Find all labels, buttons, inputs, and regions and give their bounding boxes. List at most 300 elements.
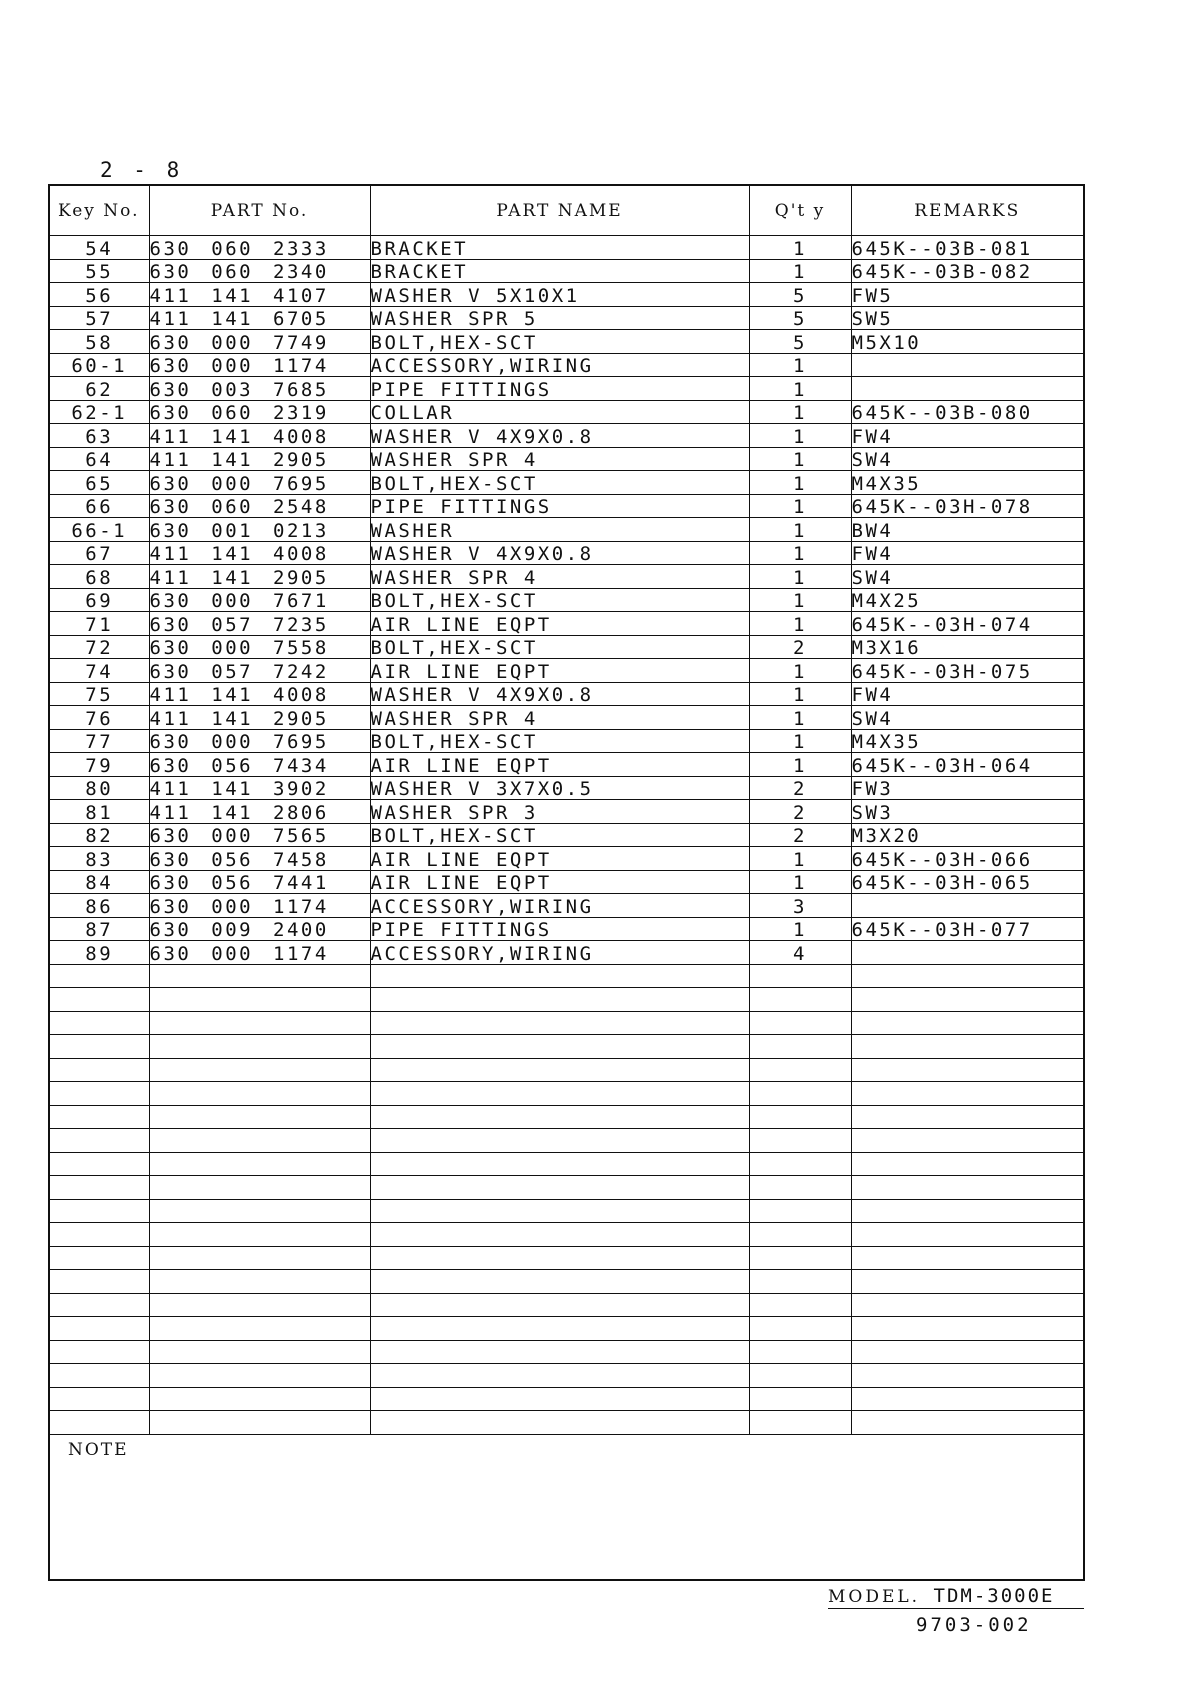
table-row: [50, 494, 1083, 518]
part-no-cell: 630 060 2548: [149, 494, 370, 518]
qty-cell: 5: [749, 330, 851, 354]
key-no-cell: 82: [50, 823, 149, 847]
table-row: [50, 1129, 1083, 1153]
part-name-cell: [370, 1058, 749, 1082]
part-name-cell: [370, 1152, 749, 1176]
qty-cell: 1: [749, 518, 851, 542]
part-name-cell: AIR LINE EQPT: [370, 753, 749, 777]
remarks-cell: [851, 1223, 1083, 1247]
model-prefix: MODEL.: [828, 1587, 921, 1607]
remarks-cell: [851, 1129, 1083, 1153]
table-row: [50, 870, 1083, 894]
remarks-cell: 645K--03B-082: [851, 259, 1083, 283]
remarks-cell: 645K--03B-080: [851, 400, 1083, 424]
part-name-cell: ACCESSORY,WIRING: [370, 894, 749, 918]
remarks-cell: 645K--03H-066: [851, 847, 1083, 871]
key-no-cell: [50, 964, 149, 988]
remarks-cell: [851, 1293, 1083, 1317]
key-no-cell: 62-1: [50, 400, 149, 424]
remarks-cell: [851, 1058, 1083, 1082]
model-name: TDM-3000E: [933, 1585, 1055, 1607]
key-no-cell: 62: [50, 377, 149, 401]
remarks-cell: SW4: [851, 447, 1083, 471]
key-no-cell: [50, 1129, 149, 1153]
part-name-cell: [370, 1129, 749, 1153]
part-name-cell: [370, 1364, 749, 1388]
qty-cell: [749, 1176, 851, 1200]
table-row: [50, 306, 1083, 330]
qty-cell: [749, 1246, 851, 1270]
qty-cell: 1: [749, 541, 851, 565]
qty-cell: 1: [749, 706, 851, 730]
key-no-cell: 57: [50, 306, 149, 330]
part-name-cell: PIPE FITTINGS: [370, 494, 749, 518]
key-no-cell: 60-1: [50, 353, 149, 377]
table-row: [50, 1293, 1083, 1317]
remarks-cell: 645K--03H-075: [851, 659, 1083, 683]
key-no-cell: 65: [50, 471, 149, 495]
part-name-cell: [370, 1293, 749, 1317]
table-row: [50, 729, 1083, 753]
remarks-cell: FW4: [851, 682, 1083, 706]
qty-cell: 1: [749, 588, 851, 612]
part-no-cell: 411 141 4008: [149, 541, 370, 565]
qty-cell: [749, 1340, 851, 1364]
remarks-cell: [851, 894, 1083, 918]
part-name-cell: WASHER V 5X10X1: [370, 283, 749, 307]
qty-cell: 1: [749, 565, 851, 589]
part-no-cell: [149, 1035, 370, 1059]
qty-cell: 5: [749, 283, 851, 307]
table-row: [50, 400, 1083, 424]
remarks-cell: 645K--03B-081: [851, 236, 1083, 260]
key-no-cell: 80: [50, 776, 149, 800]
part-name-cell: ACCESSORY,WIRING: [370, 941, 749, 965]
remarks-cell: [851, 1340, 1083, 1364]
table-row: [50, 612, 1083, 636]
qty-cell: [749, 1293, 851, 1317]
part-name-cell: [370, 1317, 749, 1341]
key-no-cell: 87: [50, 917, 149, 941]
part-name-cell: BOLT,HEX-SCT: [370, 471, 749, 495]
table-row: [50, 283, 1083, 307]
remarks-cell: M4X35: [851, 729, 1083, 753]
part-no-cell: 630 000 1174: [149, 941, 370, 965]
table-row: [50, 1152, 1083, 1176]
part-no-cell: 630 057 7235: [149, 612, 370, 636]
qty-cell: [749, 1223, 851, 1247]
qty-cell: 1: [749, 447, 851, 471]
part-name-cell: BRACKET: [370, 259, 749, 283]
remarks-cell: FW4: [851, 424, 1083, 448]
part-name-cell: WASHER V 3X7X0.5: [370, 776, 749, 800]
qty-cell: [749, 988, 851, 1012]
qty-cell: [749, 1317, 851, 1341]
remarks-cell: [851, 353, 1083, 377]
part-no-cell: [149, 1317, 370, 1341]
key-no-cell: 66: [50, 494, 149, 518]
remarks-cell: SW4: [851, 565, 1083, 589]
key-no-cell: 75: [50, 682, 149, 706]
part-no-cell: [149, 988, 370, 1012]
qty-cell: [749, 1387, 851, 1411]
qty-cell: 2: [749, 800, 851, 824]
part-name-cell: [370, 1176, 749, 1200]
key-no-cell: 58: [50, 330, 149, 354]
qty-cell: 1: [749, 236, 851, 260]
part-no-cell: 630 057 7242: [149, 659, 370, 683]
part-no-cell: [149, 1058, 370, 1082]
key-no-cell: [50, 1035, 149, 1059]
table-row: [50, 1223, 1083, 1247]
part-name-cell: BOLT,HEX-SCT: [370, 588, 749, 612]
remarks-cell: M4X25: [851, 588, 1083, 612]
part-no-cell: 630 056 7434: [149, 753, 370, 777]
header-key-no: Key No.: [50, 186, 149, 236]
part-no-cell: 630 060 2340: [149, 259, 370, 283]
qty-cell: 2: [749, 635, 851, 659]
part-no-cell: [149, 1411, 370, 1435]
remarks-cell: [851, 1246, 1083, 1270]
table-row: [50, 330, 1083, 354]
remarks-cell: M4X35: [851, 471, 1083, 495]
part-no-cell: 630 056 7458: [149, 847, 370, 871]
key-no-cell: 79: [50, 753, 149, 777]
part-no-cell: 630 001 0213: [149, 518, 370, 542]
qty-cell: 1: [749, 259, 851, 283]
note-label: NOTE: [68, 1440, 129, 1460]
qty-cell: [749, 1129, 851, 1153]
table-row: [50, 236, 1083, 260]
qty-cell: [749, 1011, 851, 1035]
qty-cell: 1: [749, 729, 851, 753]
qty-cell: [749, 1411, 851, 1435]
qty-cell: 2: [749, 823, 851, 847]
remarks-cell: [851, 1270, 1083, 1294]
part-no-cell: [149, 1223, 370, 1247]
part-name-cell: [370, 1011, 749, 1035]
part-name-cell: [370, 1199, 749, 1223]
table-row: [50, 471, 1083, 495]
table-row: [50, 518, 1083, 542]
key-no-cell: 66-1: [50, 518, 149, 542]
part-name-cell: ACCESSORY,WIRING: [370, 353, 749, 377]
remarks-cell: [851, 1082, 1083, 1106]
qty-cell: 1: [749, 870, 851, 894]
qty-cell: 5: [749, 306, 851, 330]
remarks-cell: [851, 1152, 1083, 1176]
part-no-cell: [149, 1129, 370, 1153]
qty-cell: [749, 1364, 851, 1388]
remarks-cell: [851, 988, 1083, 1012]
remarks-cell: [851, 964, 1083, 988]
qty-cell: 1: [749, 659, 851, 683]
key-no-cell: 84: [50, 870, 149, 894]
table-row: [50, 1317, 1083, 1341]
part-no-cell: 630 000 7749: [149, 330, 370, 354]
key-no-cell: [50, 1317, 149, 1341]
qty-cell: 1: [749, 353, 851, 377]
part-name-cell: [370, 1246, 749, 1270]
part-no-cell: [149, 1011, 370, 1035]
key-no-cell: [50, 1176, 149, 1200]
table-row: [50, 1246, 1083, 1270]
table-row: [50, 565, 1083, 589]
part-no-cell: 630 056 7441: [149, 870, 370, 894]
remarks-cell: SW3: [851, 800, 1083, 824]
table-row: [50, 1176, 1083, 1200]
part-no-cell: 630 000 7565: [149, 823, 370, 847]
header-part-no: PART No.: [149, 186, 370, 236]
table-header-row: [50, 186, 1083, 236]
key-no-cell: 69: [50, 588, 149, 612]
table-row: [50, 259, 1083, 283]
part-no-cell: 411 141 2905: [149, 565, 370, 589]
qty-cell: 1: [749, 612, 851, 636]
header-qty: Q't y: [749, 186, 851, 236]
qty-cell: 1: [749, 917, 851, 941]
key-no-cell: [50, 1082, 149, 1106]
part-name-cell: BOLT,HEX-SCT: [370, 823, 749, 847]
part-no-cell: 630 009 2400: [149, 917, 370, 941]
key-no-cell: 64: [50, 447, 149, 471]
part-name-cell: [370, 1223, 749, 1247]
qty-cell: 1: [749, 471, 851, 495]
remarks-cell: M5X10: [851, 330, 1083, 354]
remarks-cell: [851, 941, 1083, 965]
remarks-cell: [851, 1317, 1083, 1341]
key-no-cell: 54: [50, 236, 149, 260]
table-row: [50, 894, 1083, 918]
part-no-cell: 630 000 7695: [149, 471, 370, 495]
key-no-cell: [50, 1387, 149, 1411]
remarks-cell: [851, 1199, 1083, 1223]
qty-cell: [749, 1152, 851, 1176]
remarks-cell: SW4: [851, 706, 1083, 730]
table-row: [50, 377, 1083, 401]
key-no-cell: [50, 1246, 149, 1270]
remarks-cell: BW4: [851, 518, 1083, 542]
part-name-cell: [370, 1340, 749, 1364]
part-no-cell: 411 141 4008: [149, 682, 370, 706]
part-no-cell: [149, 1199, 370, 1223]
qty-cell: 1: [749, 753, 851, 777]
part-name-cell: WASHER SPR 4: [370, 565, 749, 589]
key-no-cell: [50, 988, 149, 1012]
header-remarks: REMARKS: [851, 186, 1083, 236]
part-name-cell: WASHER SPR 3: [370, 800, 749, 824]
part-no-cell: [149, 1082, 370, 1106]
part-name-cell: WASHER SPR 4: [370, 706, 749, 730]
table-row: [50, 1340, 1083, 1364]
table-row: [50, 1199, 1083, 1223]
part-name-cell: [370, 964, 749, 988]
parts-table-body: [50, 236, 1083, 1435]
part-name-cell: WASHER SPR 5: [370, 306, 749, 330]
remarks-cell: [851, 1411, 1083, 1435]
key-no-cell: 89: [50, 941, 149, 965]
table-row: [50, 447, 1083, 471]
key-no-cell: 55: [50, 259, 149, 283]
table-row: [50, 776, 1083, 800]
part-name-cell: PIPE FITTINGS: [370, 917, 749, 941]
qty-cell: [749, 1035, 851, 1059]
part-name-cell: BOLT,HEX-SCT: [370, 635, 749, 659]
part-name-cell: WASHER V 4X9X0.8: [370, 424, 749, 448]
key-no-cell: 77: [50, 729, 149, 753]
table-row: [50, 1411, 1083, 1435]
qty-cell: 1: [749, 847, 851, 871]
remarks-cell: M3X20: [851, 823, 1083, 847]
page-number: 2 - 8: [100, 158, 184, 182]
qty-cell: 4: [749, 941, 851, 965]
table-row: [50, 1035, 1083, 1059]
part-no-cell: [149, 1293, 370, 1317]
part-name-cell: [370, 1105, 749, 1129]
part-name-cell: [370, 1082, 749, 1106]
remarks-cell: 645K--03H-074: [851, 612, 1083, 636]
key-no-cell: 67: [50, 541, 149, 565]
qty-cell: [749, 1105, 851, 1129]
part-name-cell: BOLT,HEX-SCT: [370, 729, 749, 753]
part-no-cell: 411 141 3902: [149, 776, 370, 800]
table-row: [50, 635, 1083, 659]
part-name-cell: [370, 1387, 749, 1411]
model-line: [828, 1585, 1084, 1609]
qty-cell: 1: [749, 494, 851, 518]
table-row: [50, 988, 1083, 1012]
part-no-cell: [149, 1246, 370, 1270]
part-no-cell: 411 141 2905: [149, 447, 370, 471]
part-name-cell: BRACKET: [370, 236, 749, 260]
table-row: [50, 847, 1083, 871]
part-name-cell: [370, 1411, 749, 1435]
table-row: [50, 424, 1083, 448]
part-no-cell: [149, 1176, 370, 1200]
key-no-cell: 72: [50, 635, 149, 659]
key-no-cell: 83: [50, 847, 149, 871]
remarks-cell: [851, 1011, 1083, 1035]
table-row: [50, 1364, 1083, 1388]
parts-list-frame: [48, 184, 1085, 1581]
part-name-cell: AIR LINE EQPT: [370, 847, 749, 871]
table-row: [50, 1058, 1083, 1082]
table-row: [50, 706, 1083, 730]
table-row: [50, 823, 1083, 847]
table-row: [50, 753, 1083, 777]
part-no-cell: 630 000 7558: [149, 635, 370, 659]
key-no-cell: [50, 1058, 149, 1082]
remarks-cell: [851, 377, 1083, 401]
key-no-cell: [50, 1223, 149, 1247]
key-no-cell: [50, 1364, 149, 1388]
part-no-cell: 630 003 7685: [149, 377, 370, 401]
key-no-cell: [50, 1340, 149, 1364]
remarks-cell: [851, 1035, 1083, 1059]
part-name-cell: WASHER V 4X9X0.8: [370, 682, 749, 706]
remarks-cell: FW4: [851, 541, 1083, 565]
qty-cell: 1: [749, 682, 851, 706]
remarks-cell: [851, 1387, 1083, 1411]
part-no-cell: [149, 1105, 370, 1129]
qty-cell: [749, 1082, 851, 1106]
key-no-cell: 76: [50, 706, 149, 730]
table-row: [50, 800, 1083, 824]
part-no-cell: 411 141 2905: [149, 706, 370, 730]
key-no-cell: 74: [50, 659, 149, 683]
part-name-cell: [370, 1270, 749, 1294]
document-code: 9703-002: [916, 1614, 1032, 1636]
qty-cell: [749, 1270, 851, 1294]
table-row: [50, 964, 1083, 988]
key-no-cell: 68: [50, 565, 149, 589]
table-row: [50, 917, 1083, 941]
part-name-cell: BOLT,HEX-SCT: [370, 330, 749, 354]
part-no-cell: [149, 1152, 370, 1176]
remarks-cell: SW5: [851, 306, 1083, 330]
part-no-cell: [149, 964, 370, 988]
part-name-cell: AIR LINE EQPT: [370, 612, 749, 636]
header-part-name: PART NAME: [370, 186, 749, 236]
table-row: [50, 941, 1083, 965]
key-no-cell: 63: [50, 424, 149, 448]
remarks-cell: [851, 1105, 1083, 1129]
part-name-cell: WASHER SPR 4: [370, 447, 749, 471]
table-row: [50, 541, 1083, 565]
part-no-cell: 411 141 4107: [149, 283, 370, 307]
key-no-cell: [50, 1011, 149, 1035]
part-no-cell: 630 000 1174: [149, 894, 370, 918]
key-no-cell: [50, 1293, 149, 1317]
table-row: [50, 1387, 1083, 1411]
remarks-cell: 645K--03H-065: [851, 870, 1083, 894]
table-row: [50, 682, 1083, 706]
key-no-cell: 86: [50, 894, 149, 918]
key-no-cell: [50, 1152, 149, 1176]
remarks-cell: [851, 1364, 1083, 1388]
qty-cell: 1: [749, 424, 851, 448]
key-no-cell: [50, 1199, 149, 1223]
table-row: [50, 1270, 1083, 1294]
qty-cell: [749, 1199, 851, 1223]
key-no-cell: [50, 1411, 149, 1435]
remarks-cell: 645K--03H-064: [851, 753, 1083, 777]
part-no-cell: 630 000 7671: [149, 588, 370, 612]
part-name-cell: WASHER: [370, 518, 749, 542]
part-no-cell: 411 141 2806: [149, 800, 370, 824]
qty-cell: 1: [749, 377, 851, 401]
part-no-cell: 411 141 6705: [149, 306, 370, 330]
remarks-cell: 645K--03H-078: [851, 494, 1083, 518]
qty-cell: 1: [749, 400, 851, 424]
part-no-cell: 630 060 2333: [149, 236, 370, 260]
part-no-cell: [149, 1270, 370, 1294]
qty-cell: [749, 1058, 851, 1082]
part-no-cell: 630 060 2319: [149, 400, 370, 424]
table-row: [50, 353, 1083, 377]
parts-table: [50, 186, 1083, 1435]
remarks-cell: [851, 1176, 1083, 1200]
table-row: [50, 1105, 1083, 1129]
table-row: [50, 659, 1083, 683]
key-no-cell: [50, 1270, 149, 1294]
remarks-cell: FW3: [851, 776, 1083, 800]
part-name-cell: PIPE FITTINGS: [370, 377, 749, 401]
qty-cell: 3: [749, 894, 851, 918]
part-name-cell: AIR LINE EQPT: [370, 659, 749, 683]
remarks-cell: M3X16: [851, 635, 1083, 659]
remarks-cell: FW5: [851, 283, 1083, 307]
